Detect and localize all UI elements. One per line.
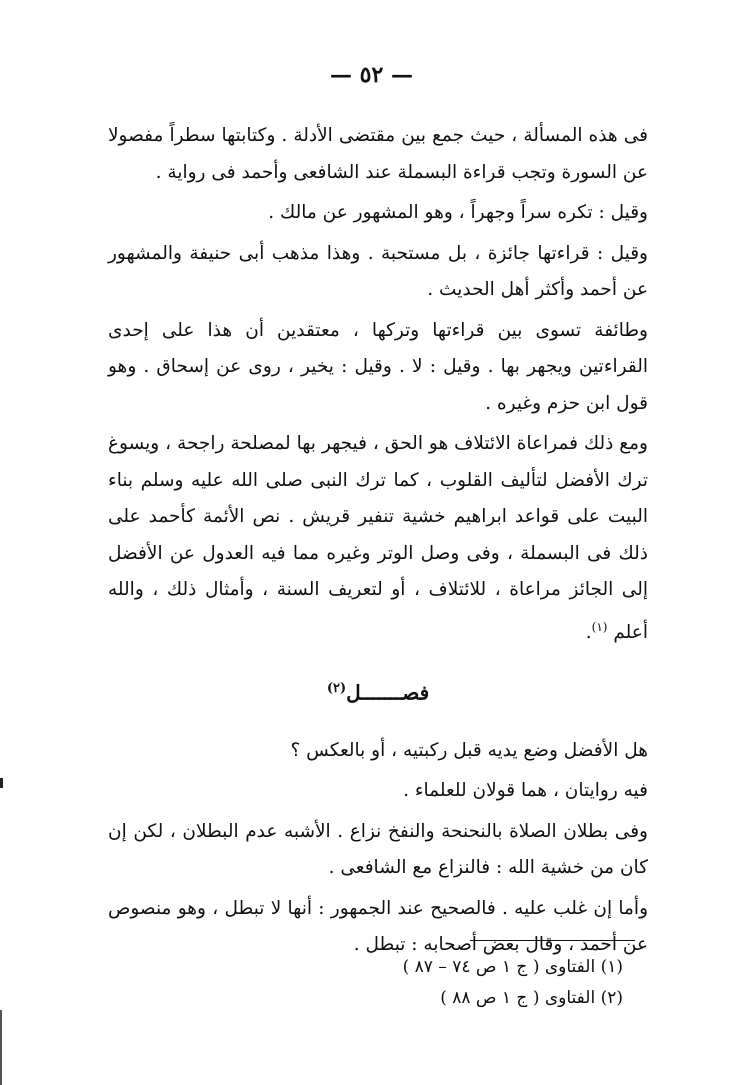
section-heading — [108, 671, 648, 711]
footnote-1: (١) الفتاوى ( ج ١ ص ٧٤ – ٨٧ ) — [402, 957, 623, 977]
footnote-divider — [470, 940, 635, 941]
footnote-2: (٢) الفتاوى ( ج ١ ص ٨٨ ) — [440, 988, 623, 1008]
paragraph-clearing-throat: وفى بطلان الصلاة بالنحنحة والنفخ نزاع . الأشبه عدم البطلان ، لكن إن كان من خشية الله : فالنزاع مع الشافعى . — [108, 820, 648, 879]
scan-edge-mark-top — [0, 778, 3, 788]
paragraph-harmony-principle: ومع ذلك فمراعاة الائتلاف هو الحق ، فيجهر بها لمصلحة راجحة ، ويسوغ ترك الأفضل لتأليف القلوب ، كما ترك النبى صلى الله عليه وسلم بناء البيت على قواعد ابراهيم خشية تنفير قريش . نص الأئمة كأحمد على ذلك فى البسملة ، وفى وصل الوتر وغيره مما فيه العدول عن الأفضل إلى الجائز مراعاة ، للائتلاف ، أو لتعريف السنة ، وأمثال ذلك ، والله أعلم $^{(١)}$. — [108, 433, 648, 643]
paragraph-abu-hanifa-opinion: وقيل : قراءتها جائزة ، بل مستحبة . وهذا مذهب أبى حنيفة والمشهور عن أحمد وأكثر أهل الحديث . — [108, 242, 648, 300]
paragraph-harmony-text: ومع ذلك فمراعاة الائتلاف هو الحق ، فيجهر بها لمصلحة راجحة ، ويسوغ ترك الأفضل لتأليف القلوب ، كما ترك النبى صلى الله عليه وسلم بناء البيت على قواعد ابراهيم خشية تنفير قريش . نص الأئمة كأحمد على ذلك فى البسملة ، وفى وصل الوتر وغيره مما فيه العدول عن الأفضل إلى الجائز مراعاة ، للائتلاف ، أو لتعريف السنة ، وأمثال ذلك ، والله أعلم — [108, 433, 648, 643]
section-title: فصـــــــل — [346, 680, 430, 705]
paragraph-hands-knees: هل الأفضل وضع يديه قبل ركبتيه ، أو بالعكس ؟ — [290, 739, 648, 761]
paragraph-two-narrations: فيه روايتان ، هما قولان للعلماء . — [403, 780, 648, 802]
main-text — [108, 118, 648, 968]
paragraph-equal-opinion: وطائفة تسوى بين قراءتها وتركها ، معتقدين أن هذا على إحدى القراءتين ويجهر بها . وقيل : لا . وقيل : يخير ، روى عن إسحاق . وهو قول ابن حزم وغيره . — [108, 319, 648, 414]
paragraph-basmala-recitation: فى هذه المسألة ، حيث جمع بين مقتضى الأدلة . وكتابتها سطراً مفصولا عن السورة وتجب قراءة البسملة عند الشافعى وأحمد فى رواية . — [108, 125, 648, 183]
section-footnote-ref: (٢) — [326, 681, 347, 697]
footnote-ref-1: (١) — [591, 619, 608, 634]
page-number: — ٥٢ — — [330, 62, 413, 88]
scan-edge-mark-bottom — [0, 1010, 2, 1085]
footnotes — [323, 952, 623, 1014]
paragraph-malik-opinion: وقيل : تكره سراً وجهراً ، وهو المشهور عن مالك . — [268, 202, 648, 223]
paragraph-overcome: وأما إن غلب عليه . فالصحيح عند الجمهور : أنها لا تبطل ، وهو منصوص عن أحمد ، وقال بعض أصحابه : تبطل . — [108, 897, 648, 956]
